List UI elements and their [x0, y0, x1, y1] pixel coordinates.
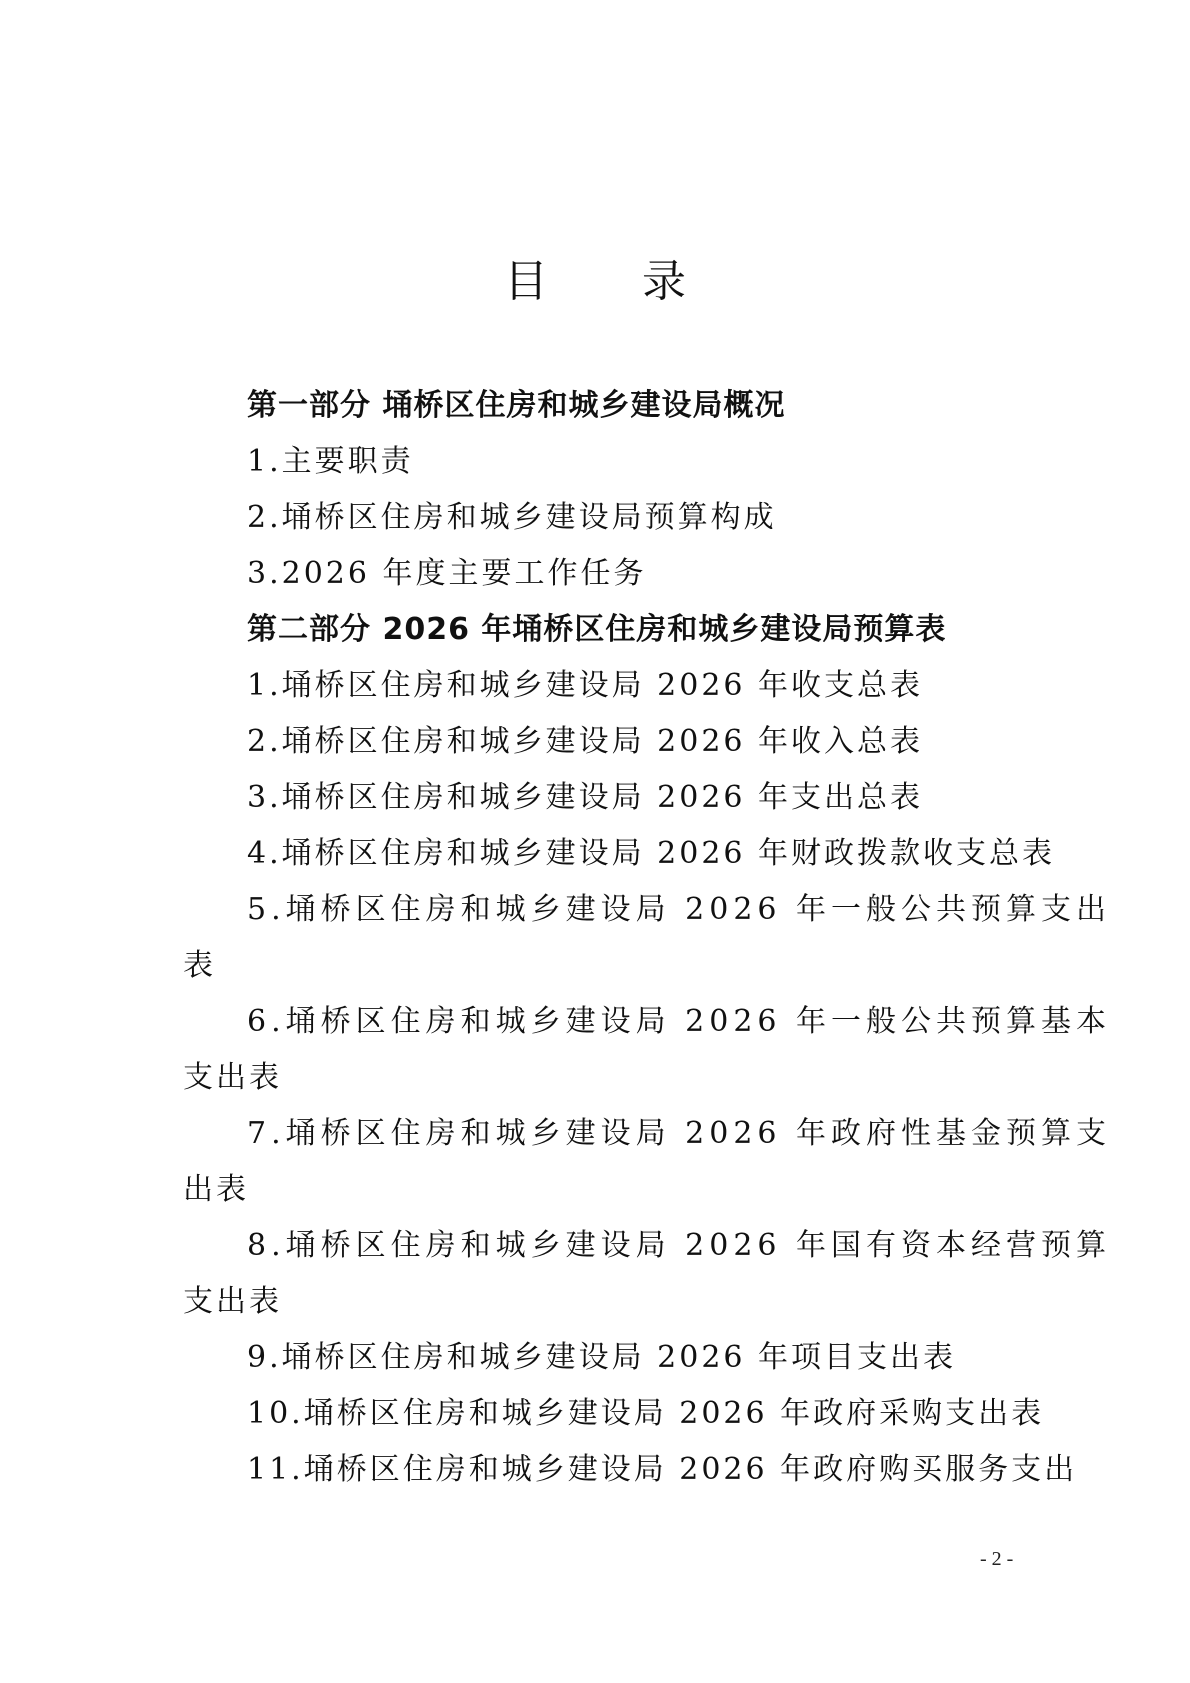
toc-item-wrapped — [183, 1106, 1112, 1218]
toc-section-heading-part1: 第一部分 埇桥区住房和城乡建设局概况 — [247, 388, 786, 423]
toc-item-continuation: 表 — [183, 948, 216, 983]
table-of-contents — [183, 378, 1112, 1498]
toc-item: 4.埇桥区住房和城乡建设局 2026 年财政拨款收支总表 — [247, 836, 1056, 871]
toc-section-heading-part2: 第二部分 2026 年埇桥区住房和城乡建设局预算表 — [247, 612, 947, 647]
toc-item: 1.主要职责 — [247, 444, 414, 479]
toc-item: 9.埇桥区住房和城乡建设局 2026 年项目支出表 — [247, 1340, 957, 1375]
toc-item-continuation: 支出表 — [183, 1060, 282, 1095]
page-title: 目 录 — [504, 256, 726, 307]
toc-item-wrapped — [183, 882, 1112, 994]
toc-item: 10.埇桥区住房和城乡建设局 2026 年政府采购支出表 — [247, 1396, 1045, 1431]
toc-item: 3.埇桥区住房和城乡建设局 2026 年支出总表 — [247, 780, 924, 815]
toc-item: 1.埇桥区住房和城乡建设局 2026 年收支总表 — [247, 668, 924, 703]
toc-item-line: 6.埇桥区住房和城乡建设局 2026 年一般公共预算基本 — [247, 1004, 1112, 1039]
toc-item-wrapped — [183, 1218, 1112, 1330]
toc-item-line: 7.埇桥区住房和城乡建设局 2026 年政府性基金预算支 — [247, 1116, 1112, 1151]
toc-item-line: 5.埇桥区住房和城乡建设局 2026 年一般公共预算支出 — [247, 892, 1112, 927]
toc-item-continuation: 出表 — [183, 1172, 249, 1207]
toc-item: 2.埇桥区住房和城乡建设局预算构成 — [247, 500, 777, 535]
toc-item: 11.埇桥区住房和城乡建设局 2026 年政府购买服务支出 — [247, 1452, 1078, 1487]
page-number: - 2 - — [980, 1548, 1014, 1570]
toc-item: 3.2026 年度主要工作任务 — [247, 556, 647, 591]
toc-item-wrapped — [183, 994, 1112, 1106]
toc-item: 2.埇桥区住房和城乡建设局 2026 年收入总表 — [247, 724, 924, 759]
toc-item-line: 8.埇桥区住房和城乡建设局 2026 年国有资本经营预算 — [247, 1228, 1112, 1263]
toc-item-continuation: 支出表 — [183, 1284, 282, 1319]
